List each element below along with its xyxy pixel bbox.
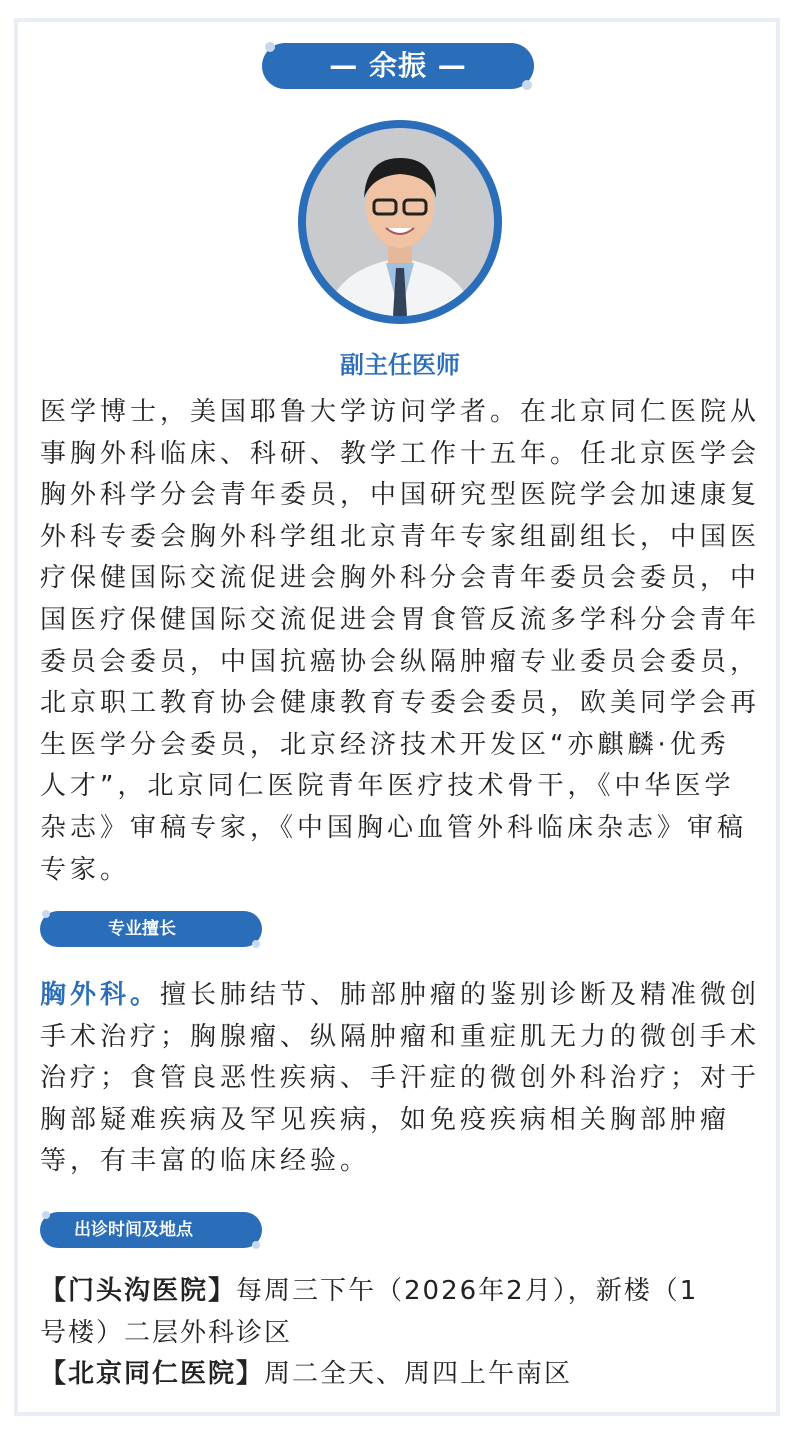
- schedule-heading: 出诊时间及地点: [40, 1212, 262, 1248]
- specialty-highlight: 胸外科。: [40, 980, 161, 1010]
- bio-paragraph: [40, 392, 760, 891]
- bio-line: 杂志》审稿专家，《中国胸心血管外科临床杂志》审稿: [40, 812, 748, 843]
- decor-dot: [522, 80, 532, 90]
- doctor-avatar: [298, 120, 502, 324]
- decor-dot: [42, 910, 50, 918]
- bio-line: 外科专委会胸外科学组北京青年专家组副组长，中国医: [40, 521, 761, 552]
- decor-dot: [265, 42, 275, 52]
- doctor-name-banner: [262, 43, 534, 89]
- decor-dot: [42, 1211, 50, 1219]
- specialty-line: 等，有丰富的临床经验。: [40, 1146, 371, 1177]
- specialty-line: 擅长肺结节、肺部肿瘤的鉴别诊断及精准微创: [160, 980, 761, 1010]
- bio-line: 专家。: [40, 854, 131, 885]
- bio-line: 医学博士，美国耶鲁大学访问学者。在北京同仁医院从: [40, 397, 761, 427]
- bio-line: 疗保健国际交流促进会胸外科分会青年委员会委员，中: [40, 563, 761, 594]
- doctor-name: — 余振 —: [329, 49, 467, 82]
- specialty-line: 手术治疗；胸腺瘤、纵隔肿瘤和重症肌无力的微创手术: [40, 1021, 761, 1052]
- schedule-location: 号楼）二层外科诊区: [40, 1317, 293, 1348]
- bio-line: 事胸外科临床、科研、教学工作十五年。任北京医学会: [40, 438, 761, 469]
- specialty-paragraph: [40, 975, 760, 1183]
- bio-line: 委员会委员，中国抗癌协会纵隔肿瘤专业委员会委员，: [40, 646, 761, 677]
- doctor-title: 副主任医师: [340, 351, 460, 379]
- bio-line: 国医疗保健国际交流促进会胃食管反流多学科分会青年: [40, 604, 761, 635]
- bio-line: 生医学分会委员，北京经济技术开发区“亦麒麟·优秀: [40, 729, 730, 760]
- specialty-line: 治疗；食管良恶性疾病、手汗症的微创外科治疗；对于: [40, 1063, 761, 1094]
- schedule-item: [40, 1271, 760, 1313]
- doctor-photo-icon: [306, 128, 494, 316]
- hospital-name: 【门头沟医院】: [40, 1276, 237, 1306]
- schedule-time: 周二全天、周四上午南区: [264, 1359, 573, 1390]
- bio-line: 北京职工教育协会健康教育专委会委员，欧美同学会再: [40, 688, 761, 719]
- decor-dot: [252, 940, 260, 948]
- hospital-name: 【北京同仁医院】: [40, 1359, 265, 1390]
- schedule-time: 每周三下午（2026年2月），新楼（1: [236, 1276, 699, 1306]
- bio-line: 人才”，北京同仁医院青年医疗技术骨干，《中华医学: [40, 771, 735, 802]
- schedule-list: [40, 1271, 760, 1396]
- decor-dot: [252, 1241, 260, 1249]
- schedule-item: [40, 1354, 760, 1396]
- specialty-heading: 专业擅长: [40, 911, 262, 947]
- specialty-line: 胸部疑难疾病及罕见疾病，如免疫疾病相关胸部肿瘤: [40, 1104, 731, 1135]
- bio-line: 胸外科学分会青年委员，中国研究型医院学会加速康复: [40, 480, 761, 511]
